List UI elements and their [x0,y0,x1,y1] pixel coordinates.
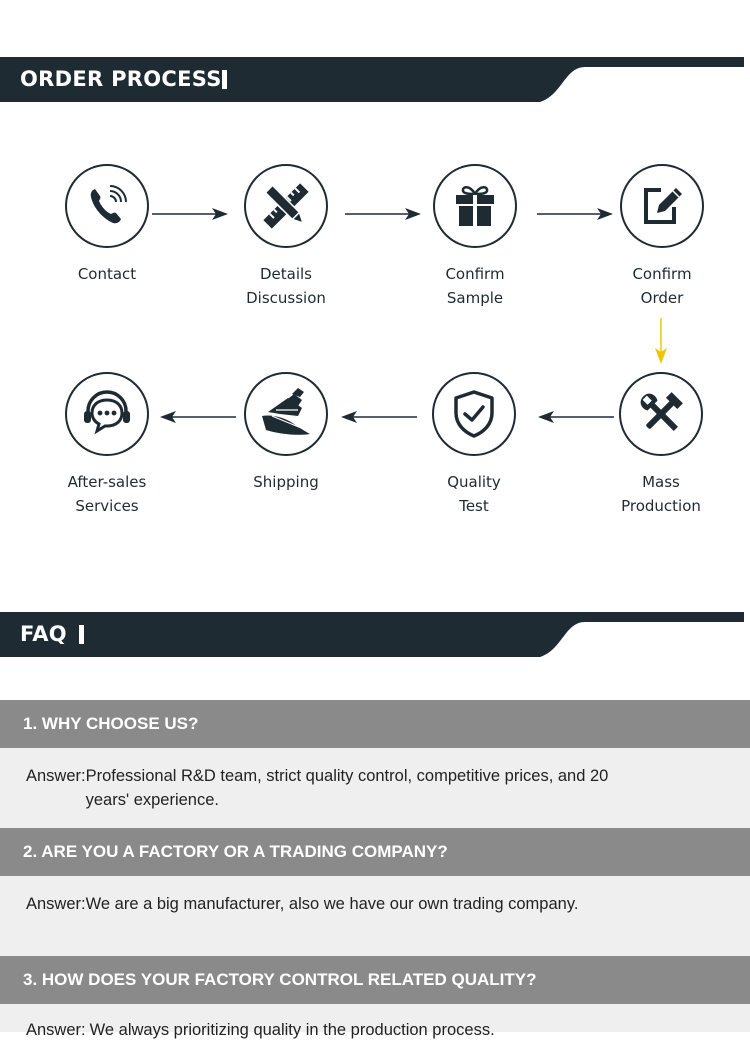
step-label: Confirm Sample [445,265,505,307]
answer-prefix: Answer: [26,895,86,913]
step-shipping [216,372,356,494]
faq-question: 1. WHY CHOOSE US? [0,700,750,748]
arrow-right-icon [537,207,613,221]
gift-icon [433,164,517,248]
step-mass-production [591,372,731,518]
step-details-discussion [216,164,356,310]
arrow-left-icon [538,410,614,424]
step-quality-test [404,372,544,518]
step-label: Mass Production [621,473,701,515]
edit-icon [620,164,704,248]
ship-icon [244,372,328,456]
faq-question: 2. ARE YOU A FACTORY OR A TRADING COMPANY? [0,828,750,876]
headset-chat-icon [65,372,149,456]
ruler-pencil-icon [244,164,328,248]
phone-icon [65,164,149,248]
answer-text: We always prioritizing quality in the production process. [89,1021,495,1039]
arrow-down-icon [654,318,668,364]
step-confirm-order [592,164,732,310]
shield-check-icon [432,372,516,456]
answer-text: Professional R&D team, strict quality control, competitive prices, and 20 years' experience. [85,767,609,809]
step-label: Contact [77,265,137,283]
step-contact [37,164,177,286]
step-label: Details Discussion [246,265,326,307]
step-after-sales [37,372,177,518]
arrow-right-icon [345,207,421,221]
step-label: Quality Test [447,473,501,515]
answer-text: We are a big manufacturer, also we have our own trading company. [85,895,579,913]
arrow-right-icon [152,207,228,221]
tools-icon [619,372,703,456]
faq-answer [0,748,750,828]
banner-shape [0,612,750,657]
step-label: After-sales Services [67,473,147,515]
title-bar-decoration [79,625,84,644]
step-label: Confirm Order [632,265,692,307]
faq-title: FAQ [20,622,67,646]
faq-answer [0,876,750,956]
faq-question: 3. HOW DOES YOUR FACTORY CONTROL RELATED QUALITY? [0,956,750,1004]
step-confirm-sample [405,164,545,310]
order-process-title: ORDER PROCESS [20,67,222,91]
arrow-left-icon [341,410,417,424]
faq-answer [0,1004,750,1039]
title-bar-decoration [222,70,227,89]
order-process-banner [0,57,750,102]
step-label: Shipping [253,473,319,491]
answer-prefix: Answer: [26,1021,86,1039]
faq-banner [0,612,750,657]
arrow-left-icon [160,410,236,424]
answer-prefix: Answer: [26,767,86,785]
